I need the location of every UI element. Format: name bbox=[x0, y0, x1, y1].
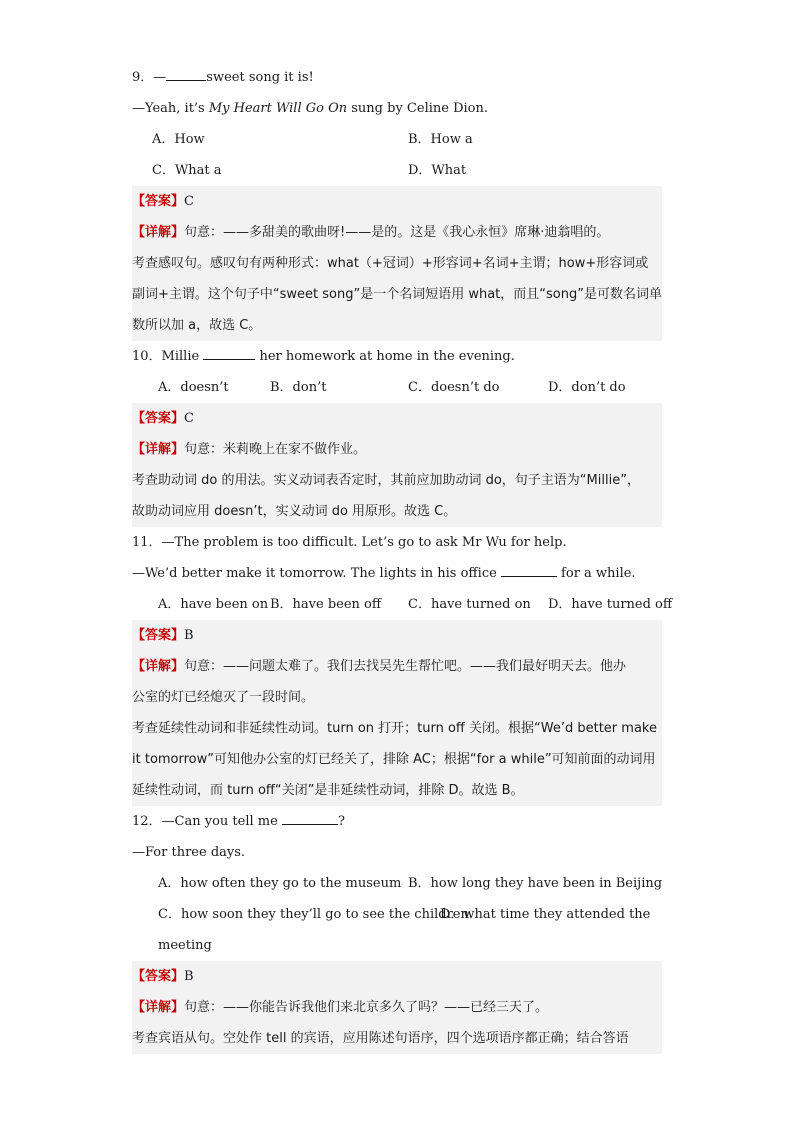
option-d: D．what time they attended the bbox=[440, 907, 651, 922]
option-c: C．doesn’t do bbox=[408, 380, 500, 395]
detail-line: 考查延续性动词和非延续性动词。turn on 打开；turn off 关闭。根据“We’d better make bbox=[132, 721, 657, 736]
detail-line: 考查宾语从句。空处作 tell 的宾语，应用陈述句语序，四个选项语序都正确；结合答语 bbox=[132, 1031, 629, 1046]
question-10-solution bbox=[132, 403, 662, 527]
option-b: B．How a bbox=[408, 132, 473, 147]
answer-blank bbox=[282, 810, 338, 825]
question-12-solution bbox=[132, 961, 662, 1054]
answer-blank bbox=[166, 66, 206, 81]
option-c: C．What a bbox=[152, 163, 222, 178]
option-c: C．how soon they they’ll go to see the children bbox=[158, 907, 469, 922]
question-11-options bbox=[132, 589, 673, 620]
question-10-stem: 10．Millie her homework at home in the evening. bbox=[132, 341, 662, 372]
question-12-line2: —For three days. bbox=[132, 845, 246, 860]
question-12-options-row-1 bbox=[132, 868, 662, 899]
answer-value: C bbox=[184, 194, 194, 209]
option-b: B．don’t bbox=[270, 380, 327, 395]
document-content bbox=[132, 62, 673, 1054]
answer-value: B bbox=[184, 628, 194, 643]
answer-blank bbox=[203, 345, 255, 360]
option-b: B．have been off bbox=[270, 597, 382, 612]
answer-line: 【答案】C bbox=[132, 411, 194, 426]
question-12-options-row-3 bbox=[132, 930, 662, 961]
detail-line: 故助动词应用 doesn’t，实义动词 do 用原形。故选 C。 bbox=[132, 504, 457, 519]
answer-blank bbox=[501, 562, 557, 577]
option-d: D．have turned off bbox=[548, 597, 673, 612]
question-9-options-row-1 bbox=[132, 124, 662, 155]
detail-line: 【详解】句意：——问题太难了。我们去找吴先生帮忙吧。——我们最好明天去。他办 bbox=[132, 659, 627, 674]
answer-line: 【答案】B bbox=[132, 969, 194, 984]
answer-value: B bbox=[184, 969, 194, 984]
option-a: A．how often they go to the museum bbox=[158, 876, 402, 891]
option-d-continuation: meeting bbox=[158, 938, 212, 953]
detail-line: 公室的灯已经熄灭了一段时间。 bbox=[132, 690, 315, 705]
option-a: A．have been on bbox=[158, 597, 269, 612]
question-10-options bbox=[132, 372, 662, 403]
answer-value: C bbox=[184, 411, 194, 426]
question-11-line2: —We’d better make it tomorrow. The lights in his office for a while. bbox=[132, 558, 662, 589]
question-number: 9．— bbox=[132, 70, 167, 85]
detail-line: 【详解】句意：米莉晚上在家不做作业。 bbox=[132, 442, 367, 457]
song-title: My Heart Will Go On bbox=[208, 101, 348, 116]
detail-line: 考查感叹句。感叹句有两种形式：what（+冠词）+形容词+名词+主谓；how+形容词或 bbox=[132, 256, 649, 271]
question-9-stem: 9．— sweet song it is! bbox=[132, 62, 662, 93]
question-11-solution bbox=[132, 620, 662, 806]
question-9-line2: —Yeah, it’s My Heart Will Go On sung by Celine Dion. bbox=[132, 101, 488, 116]
detail-line: 考查助动词 do 的用法。实义动词表否定时，其前应加助动词 do，句子主语为“Millie”， bbox=[132, 473, 640, 488]
detail-line: 延续性动词，而 turn off“关闭”是非延续性动词，排除 D。故选 B。 bbox=[132, 783, 524, 798]
detail-line: 【详解】句意：——多甜美的歌曲呀!——是的。这是《我心永恒》席琳·迪翁唱的。 bbox=[132, 225, 610, 240]
detail-line: 副词+主谓。这个句子中“sweet song”是一个名词短语用 what，而且“song”是可数名词单 bbox=[132, 287, 662, 302]
detail-line: 数所以加 a，故选 C。 bbox=[132, 318, 262, 333]
question-12-stem: 12．—Can you tell me ? bbox=[132, 806, 662, 837]
option-c: C．have turned on bbox=[408, 597, 531, 612]
question-11-stem: 11．—The problem is too difficult. Let’s go to ask Mr Wu for help. bbox=[132, 535, 567, 550]
option-d: D．don’t do bbox=[548, 380, 626, 395]
detail-line: 【详解】句意：——你能告诉我他们来北京多久了吗？——已经三天了。 bbox=[132, 1000, 549, 1015]
question-9-options-row-2 bbox=[132, 155, 662, 186]
detail-line: it tomorrow”可知他办公室的灯已经关了，排除 AC；根据“for a while”可知前面的动词用 bbox=[132, 752, 656, 767]
question-9-solution bbox=[132, 186, 662, 341]
option-d: D．What bbox=[408, 163, 467, 178]
option-a: A．How bbox=[152, 132, 205, 147]
option-b: B．how long they have been in Beijing bbox=[408, 876, 663, 891]
answer-line: 【答案】B bbox=[132, 628, 194, 643]
option-a: A．doesn’t bbox=[158, 380, 229, 395]
question-12-options-row-2 bbox=[132, 899, 662, 930]
answer-line: 【答案】C bbox=[132, 194, 194, 209]
